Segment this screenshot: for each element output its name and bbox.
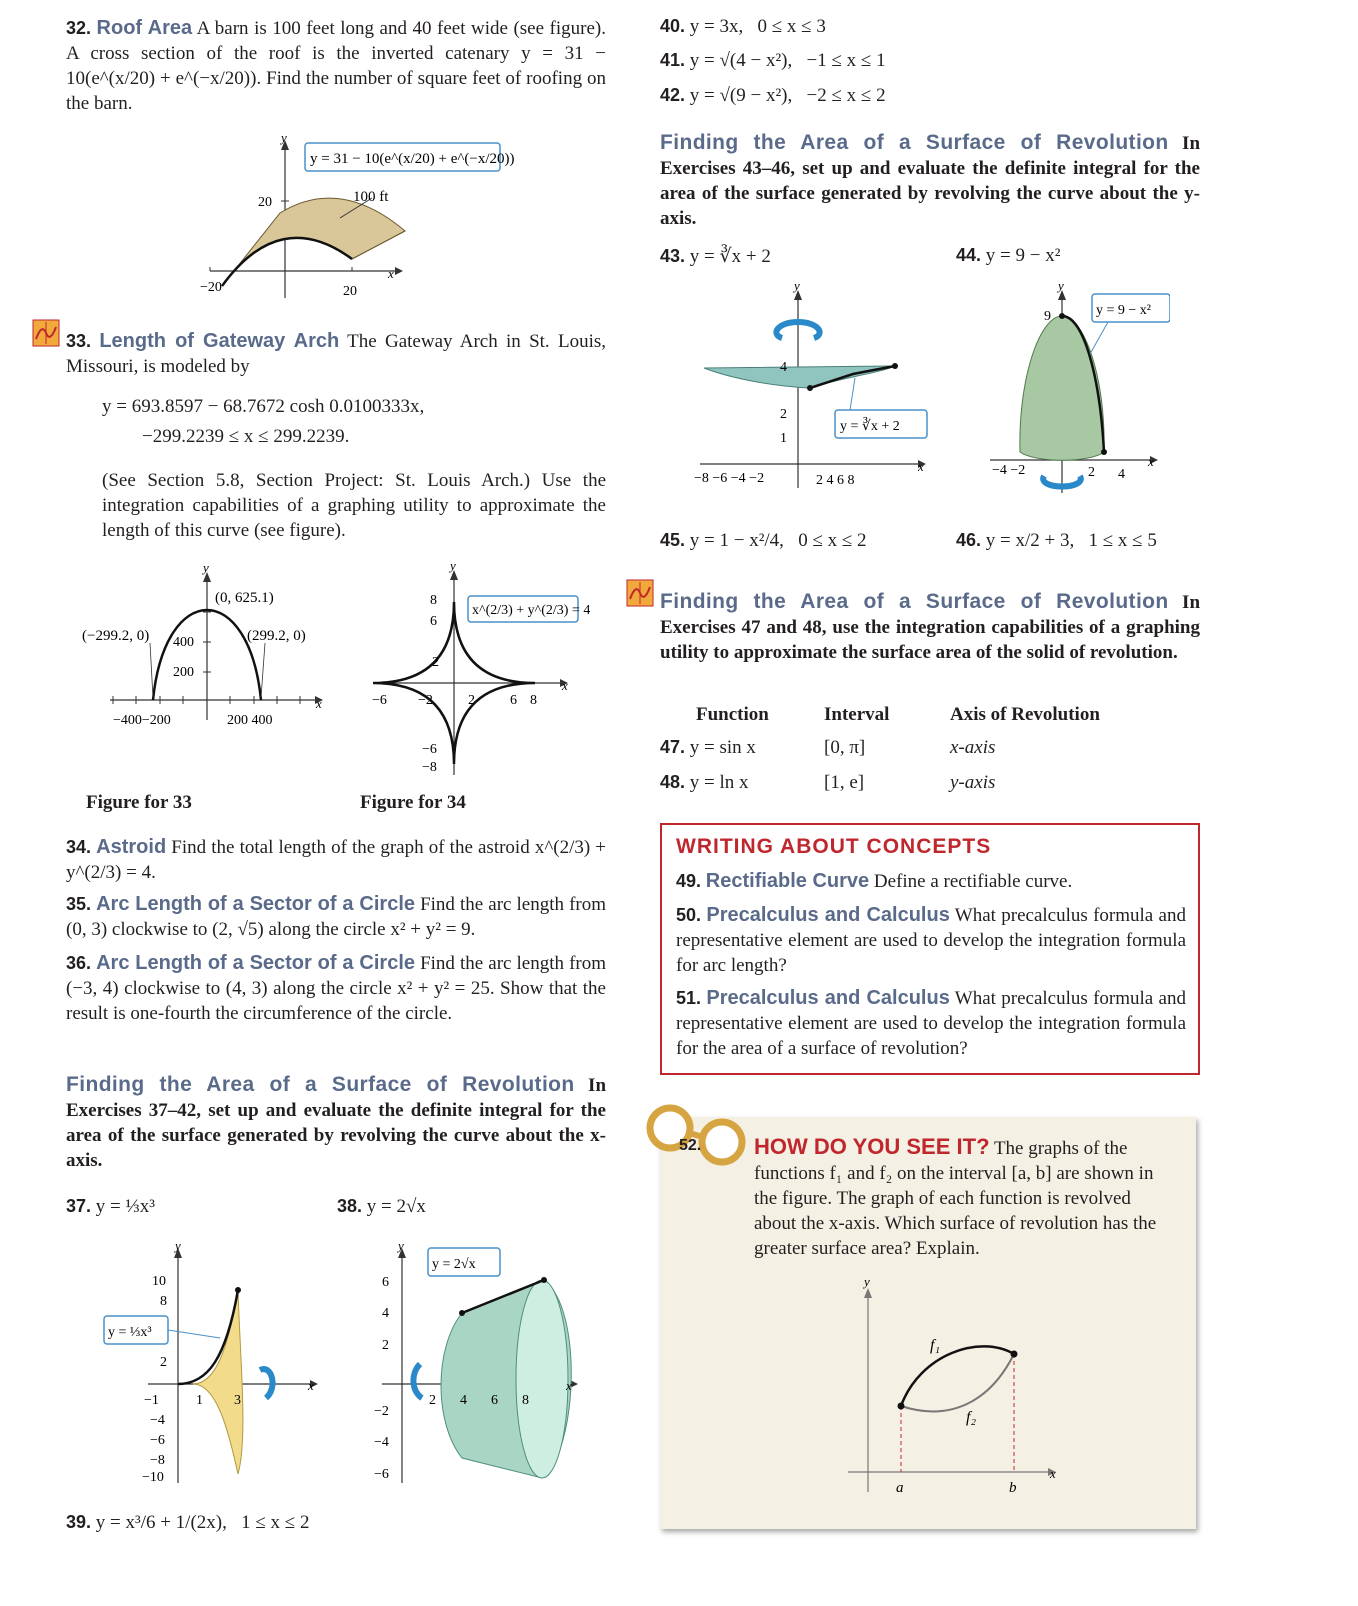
exercise-title: Astroid bbox=[96, 836, 167, 858]
tick-label: 200 400 bbox=[227, 713, 273, 728]
tick-label: 20 bbox=[258, 195, 272, 210]
exercise-number: 43. bbox=[660, 246, 686, 266]
table-header-axis: Axis of Revolution bbox=[950, 704, 1100, 725]
y-axis-label: y bbox=[175, 1238, 181, 1253]
f1-label: f₁ bbox=[930, 1337, 941, 1354]
tick-label: 4 bbox=[1118, 467, 1125, 482]
box-title: HOW DO YOU SEE IT? bbox=[754, 1134, 990, 1159]
exercise-text: What precalculus formula and representative element are used to develop the integration formula for arc length? bbox=[676, 905, 1186, 976]
tick-label: 6 bbox=[430, 614, 437, 629]
curve-label: y = ⅓x³ bbox=[108, 1325, 152, 1340]
tick-label: 3 bbox=[234, 1393, 241, 1408]
tick-label: −6 bbox=[374, 1467, 389, 1482]
exercise-title: Precalculus and Calculus bbox=[706, 904, 950, 926]
section-instructions: In Exercises 43–46, set up and evaluate the definite integral for the area of the surface generated by revolving the curve about the y-axis. bbox=[660, 133, 1201, 229]
exercise-34 bbox=[66, 835, 606, 885]
section-heading-43-46 bbox=[660, 130, 1200, 231]
exercise-range: 0 ≤ x ≤ 2 bbox=[798, 530, 867, 551]
exercise-equation: y = ∛x + 2 bbox=[689, 246, 771, 267]
figure-38-surface bbox=[352, 1238, 592, 1488]
x-axis-label: x bbox=[918, 459, 924, 474]
exercise-title: Arc Length of a Sector of a Circle bbox=[96, 952, 416, 974]
x-axis-label: x bbox=[1050, 1466, 1056, 1481]
y-axis-label: y bbox=[398, 1238, 404, 1253]
exercise-equation: y = 3x, bbox=[689, 16, 744, 37]
tick-label: 20 bbox=[343, 284, 357, 299]
interval-cell: [1, e] bbox=[824, 772, 865, 793]
exercise-33 bbox=[66, 329, 606, 379]
exercise-text: What precalculus formula and representative element are used to develop the integration formula for the area of a surface of revolution? bbox=[676, 988, 1186, 1059]
exercise-number: 49. bbox=[676, 871, 702, 891]
exercise-equation: y = x³/6 + 1/(2x), bbox=[95, 1512, 227, 1533]
tick-label: 6 bbox=[510, 693, 517, 708]
x-axis-label: x bbox=[388, 266, 394, 281]
exercise-number: 33. bbox=[66, 331, 92, 351]
y-axis-label: y bbox=[450, 560, 456, 573]
f2-label: f₂ bbox=[966, 1409, 977, 1426]
figure-43-surface bbox=[690, 278, 940, 493]
exercise-number: 45. bbox=[660, 530, 686, 550]
x-axis-label: x bbox=[316, 696, 322, 711]
figure-34-caption: Figure for 34 bbox=[360, 792, 466, 813]
table-header-function: Function bbox=[696, 704, 769, 725]
b-label: b bbox=[1009, 1480, 1017, 1496]
figure-37-surface bbox=[98, 1238, 328, 1488]
exercise-33-domain: −299.2239 ≤ x ≤ 299.2239. bbox=[142, 426, 350, 447]
tick-label: 2 bbox=[468, 693, 475, 708]
section-title: Finding the Area of a Surface of Revolution bbox=[660, 590, 1169, 613]
tick-label: −8 −6 −4 −2 bbox=[694, 471, 765, 486]
tick-label: 4 bbox=[780, 360, 787, 375]
table-row bbox=[660, 772, 749, 794]
section-title: Finding the Area of a Surface of Revolution bbox=[660, 131, 1169, 154]
exercise-title: Arc Length of a Sector of a Circle bbox=[96, 893, 416, 915]
tick-label: −10 bbox=[142, 1470, 164, 1485]
tick-label: 2 bbox=[432, 655, 439, 670]
tick-label: 8 bbox=[522, 1393, 529, 1408]
exercise-number: 32. bbox=[66, 18, 92, 38]
function-cell: y = ln x bbox=[689, 772, 749, 793]
tick-label: −1 bbox=[144, 1393, 159, 1408]
exercise-number: 47. bbox=[660, 737, 686, 757]
tick-label: 4 bbox=[382, 1306, 389, 1321]
exercise-46 bbox=[956, 530, 1157, 552]
tick-label: 2 bbox=[382, 1338, 389, 1353]
exercise-number: 37. bbox=[66, 1196, 92, 1216]
point-label: (−299.2, 0) bbox=[82, 628, 150, 644]
tick-label: 2 bbox=[780, 407, 787, 422]
point-label: (0, 625.1) bbox=[215, 590, 274, 606]
exercise-45 bbox=[660, 530, 867, 552]
table-row bbox=[660, 737, 756, 759]
exercise-number: 34. bbox=[66, 837, 92, 857]
exercise-equation: y = ⅓x³ bbox=[95, 1196, 155, 1217]
exercise-number: 42. bbox=[660, 85, 686, 105]
tick-label: 2 bbox=[160, 1355, 167, 1370]
exercise-text: Define a rectifiable curve. bbox=[873, 871, 1073, 892]
x-axis-label: x bbox=[566, 1378, 572, 1393]
tick-label: 6 bbox=[491, 1393, 498, 1408]
x-axis-label: x bbox=[562, 678, 568, 693]
technology-icon bbox=[32, 319, 60, 347]
y-axis-label: y bbox=[1058, 278, 1064, 293]
y-axis-label: y bbox=[281, 130, 287, 145]
tick-label: −400−200 bbox=[113, 713, 171, 728]
exercise-number: 50. bbox=[676, 905, 702, 925]
a-label: a bbox=[896, 1480, 904, 1496]
section-heading-47-48 bbox=[660, 589, 1200, 665]
exercise-38 bbox=[337, 1196, 426, 1218]
curve-label: y = 2√x bbox=[432, 1257, 476, 1272]
exercise-35 bbox=[66, 892, 606, 942]
curve-label: x^(2/3) + y^(2/3) = 4 bbox=[472, 603, 590, 618]
exercise-number: 46. bbox=[956, 530, 982, 550]
tick-label: 9 bbox=[1044, 309, 1051, 324]
figure-44-surface bbox=[980, 278, 1170, 498]
exercise-50 bbox=[676, 903, 1186, 978]
tick-label: −4 bbox=[150, 1413, 165, 1428]
exercise-number: 36. bbox=[66, 953, 92, 973]
function-cell: y = sin x bbox=[689, 737, 756, 758]
exercise-title: Rectifiable Curve bbox=[705, 870, 870, 892]
axis-cell: x-axis bbox=[950, 737, 996, 758]
exercise-43 bbox=[660, 245, 771, 268]
section-heading-37-42 bbox=[66, 1072, 606, 1173]
y-axis-label: y bbox=[203, 560, 209, 575]
figure-33-caption: Figure for 33 bbox=[86, 792, 192, 813]
exercise-44 bbox=[956, 245, 1060, 267]
exercise-51 bbox=[676, 986, 1186, 1061]
tick-label: 6 bbox=[382, 1275, 389, 1290]
curve-label: y = 31 − 10(e^(x/20) + e^(−x/20)) bbox=[310, 151, 515, 167]
exercise-42 bbox=[660, 85, 886, 107]
exercise-37 bbox=[66, 1196, 155, 1218]
exercise-33-equation: y = 693.8597 − 68.7672 cosh 0.0100333x, bbox=[102, 396, 425, 417]
exercise-number: 44. bbox=[956, 245, 982, 265]
exercise-range: 0 ≤ x ≤ 3 bbox=[757, 16, 826, 37]
writing-about-concepts-box bbox=[660, 823, 1200, 1075]
exercise-40 bbox=[660, 16, 826, 38]
tick-label: 8 bbox=[430, 593, 437, 608]
tick-label: −2 bbox=[374, 1404, 389, 1419]
curve-label: y = ∛x + 2 bbox=[840, 419, 900, 434]
exercise-number: 35. bbox=[66, 894, 92, 914]
tick-label: 10 bbox=[152, 1274, 166, 1289]
exercise-range: −1 ≤ x ≤ 1 bbox=[806, 50, 886, 71]
axis-cell: y-axis bbox=[950, 772, 996, 793]
exercise-equation: y = √(9 − x²), bbox=[689, 85, 793, 106]
tick-label: −6 bbox=[150, 1433, 165, 1448]
exercise-number: 52. bbox=[679, 1137, 702, 1154]
exercise-number: 48. bbox=[660, 772, 686, 792]
section-instructions: In Exercises 37–42, set up and evaluate the definite integral for the area of the surface generated by revolving the curve about the x-axis. bbox=[66, 1075, 607, 1171]
figure-52-graph bbox=[840, 1272, 1070, 1502]
exercise-text: A barn is 100 feet long and 40 feet wide (see figure). A cross section of the roof is the inverted catenary y = 31 − 10(e^(x/20) + e^(−x/20)). Find the number of square feet of roofing on the barn. bbox=[66, 18, 606, 114]
exercise-52 bbox=[754, 1134, 1174, 1261]
tick-label: 200 bbox=[173, 665, 194, 680]
point-label: (299.2, 0) bbox=[247, 628, 306, 644]
tick-label: 2 bbox=[1088, 465, 1095, 480]
exercise-32 bbox=[66, 16, 606, 116]
tick-label: 8 bbox=[160, 1294, 167, 1309]
tick-label: 4 bbox=[460, 1393, 467, 1408]
exercise-text: Find the total length of the graph of the astroid x^(2/3) + y^(2/3) = 4. bbox=[66, 837, 607, 883]
table-header-interval: Interval bbox=[824, 704, 890, 725]
tick-label: −4 −2 bbox=[992, 463, 1026, 478]
tick-label: 2 bbox=[429, 1393, 436, 1408]
tick-label: −6 bbox=[422, 742, 437, 757]
exercise-equation: y = x/2 + 3, bbox=[985, 530, 1075, 551]
y-axis-label: y bbox=[864, 1274, 870, 1289]
exercise-text: Find the arc length from (−3, 4) clockwise to (4, 3) along the circle x² + y² = 25. Show that the result is one-fourth the circumference of the circle. bbox=[66, 953, 606, 1024]
exercise-title: Roof Area bbox=[96, 17, 193, 39]
tick-label: −8 bbox=[150, 1453, 165, 1468]
exercise-number: 41. bbox=[660, 50, 686, 70]
figure-33-arch bbox=[80, 560, 340, 740]
tick-label: 400 bbox=[173, 635, 194, 650]
exercise-range: −2 ≤ x ≤ 2 bbox=[806, 85, 886, 106]
curve-label: y = 9 − x² bbox=[1096, 303, 1151, 318]
tick-label: −8 bbox=[422, 760, 437, 775]
section-instructions: In Exercises 47 and 48, use the integration capabilities of a graphing utility to approximate the surface area of the solid of revolution. bbox=[660, 592, 1201, 663]
exercise-number: 40. bbox=[660, 16, 686, 36]
exercise-range: 1 ≤ x ≤ 5 bbox=[1088, 530, 1157, 551]
figure-32-barn-roof bbox=[190, 128, 520, 303]
exercise-39 bbox=[66, 1512, 309, 1534]
exercise-equation: y = 1 − x²/4, bbox=[689, 530, 784, 551]
exercise-intro: The Gateway Arch in St. Louis, Missouri, is modeled by bbox=[66, 331, 606, 377]
exercise-text: The graphs of the functions f₁ and f₂ on the interval [a, b] are shown in the figure. The graph of each function is revolved about the x-axis. Which surface of revolution has the greater surface area? Explain. bbox=[754, 1138, 1157, 1259]
exercise-33-text: (See Section 5.8, Section Project: St. Louis Arch.) Use the integration capabilities of a graphing utility to approximate the length of this curve (see figure). bbox=[102, 470, 606, 541]
box-title: WRITING ABOUT CONCEPTS bbox=[676, 835, 992, 858]
section-title: Finding the Area of a Surface of Revolution bbox=[66, 1073, 575, 1096]
exercise-equation: y = 9 − x² bbox=[985, 245, 1061, 266]
interval-cell: [0, π] bbox=[824, 737, 866, 758]
exercise-text: Find the arc length from (0, 3) clockwise to (2, √5) along the circle x² + y² = 9. bbox=[66, 894, 606, 940]
technology-icon bbox=[626, 579, 654, 607]
tick-label: 1 bbox=[780, 431, 787, 446]
tick-label: −2 bbox=[418, 693, 433, 708]
tick-label: −20 bbox=[200, 280, 222, 295]
exercise-equation: y = √(4 − x²), bbox=[689, 50, 793, 71]
y-axis-label: y bbox=[794, 278, 800, 293]
figure-34-astroid bbox=[360, 560, 590, 780]
exercise-title: Length of Gateway Arch bbox=[99, 330, 340, 352]
length-label: 100 ft bbox=[353, 189, 389, 205]
x-axis-label: x bbox=[308, 1378, 314, 1393]
tick-label: −6 bbox=[372, 693, 387, 708]
tick-label: −4 bbox=[374, 1435, 389, 1450]
exercise-number: 38. bbox=[337, 1196, 363, 1216]
exercise-range: 1 ≤ x ≤ 2 bbox=[241, 1512, 310, 1533]
exercise-equation: y = 2√x bbox=[366, 1196, 426, 1217]
exercise-49 bbox=[676, 869, 1186, 894]
tick-label: 8 bbox=[530, 693, 537, 708]
exercise-number: 51. bbox=[676, 988, 702, 1008]
tick-label: 2 4 6 8 bbox=[816, 473, 855, 488]
exercise-41 bbox=[660, 50, 886, 72]
tick-label: 1 bbox=[196, 1393, 203, 1408]
x-axis-label: x bbox=[1148, 454, 1154, 469]
exercise-title: Precalculus and Calculus bbox=[706, 987, 950, 1009]
exercise-number: 39. bbox=[66, 1512, 92, 1532]
exercise-36 bbox=[66, 951, 606, 1026]
